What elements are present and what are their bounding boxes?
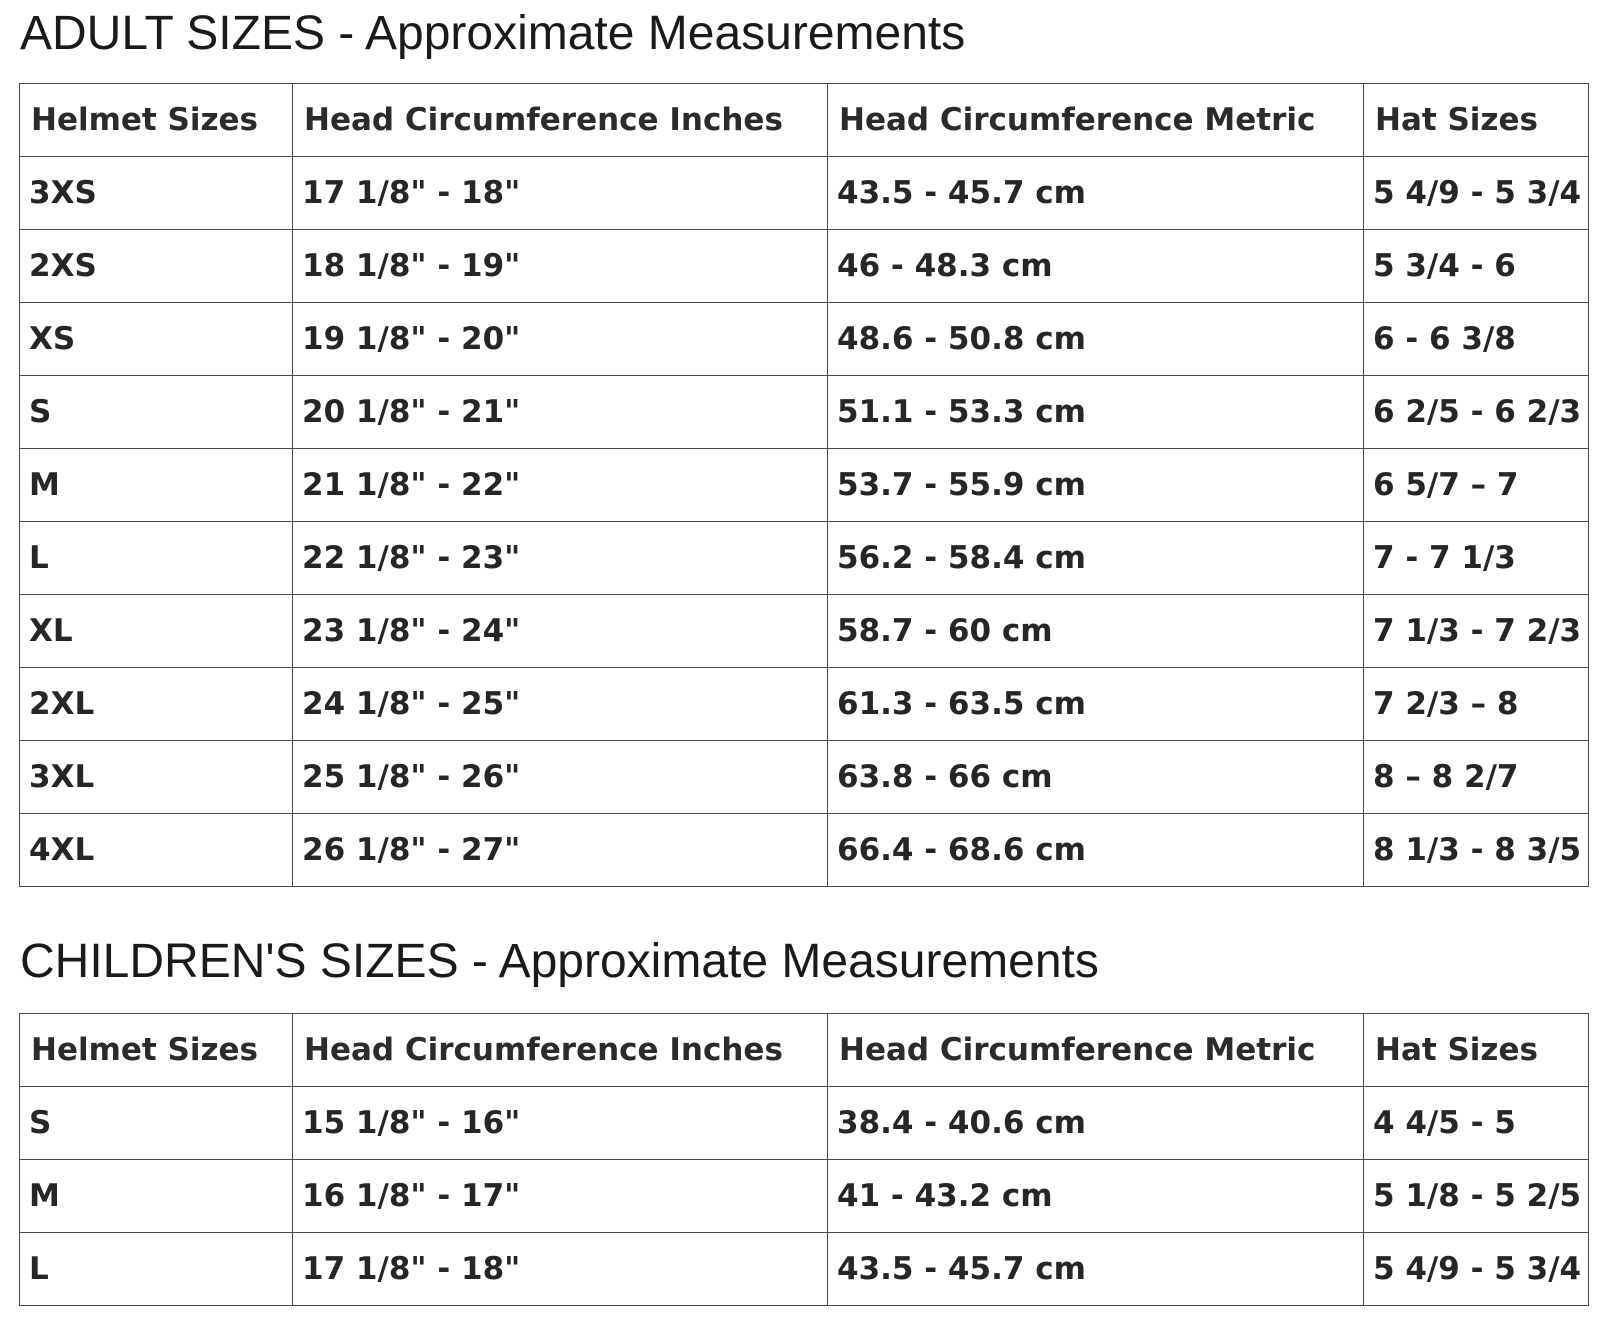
cell-head-circumference-metric: 56.2 - 58.4 cm [828, 522, 1364, 595]
column-header-helmet-sizes: Helmet Sizes [20, 1014, 293, 1087]
table-row [20, 449, 1589, 522]
cell-head-circumference-metric: 61.3 - 63.5 cm [828, 668, 1364, 741]
table-header-row [20, 1014, 1589, 1087]
cell-hat-size: 5 4/9 - 5 3/4 [1364, 157, 1589, 230]
cell-head-circumference-inches: 16 1/8" - 17" [293, 1160, 828, 1233]
cell-hat-size: 7 - 7 1/3 [1364, 522, 1589, 595]
cell-head-circumference-inches: 17 1/8" - 18" [293, 1233, 828, 1306]
cell-head-circumference-inches: 22 1/8" - 23" [293, 522, 828, 595]
cell-helmet-size: 3XS [20, 157, 293, 230]
cell-helmet-size: 2XL [20, 668, 293, 741]
cell-hat-size: 6 2/5 - 6 2/3 [1364, 376, 1589, 449]
cell-hat-size: 8 1/3 - 8 3/5 [1364, 814, 1589, 887]
cell-head-circumference-inches: 25 1/8" - 26" [293, 741, 828, 814]
cell-hat-size: 6 - 6 3/8 [1364, 303, 1589, 376]
cell-helmet-size: L [20, 1233, 293, 1306]
cell-hat-size: 5 1/8 - 5 2/5 [1364, 1160, 1589, 1233]
cell-head-circumference-inches: 17 1/8" - 18" [293, 157, 828, 230]
table-row [20, 522, 1589, 595]
column-header-helmet-sizes: Helmet Sizes [20, 84, 293, 157]
cell-head-circumference-metric: 38.4 - 40.6 cm [828, 1087, 1364, 1160]
cell-hat-size: 5 3/4 - 6 [1364, 230, 1589, 303]
table-row [20, 814, 1589, 887]
column-header-head-circumference-metric: Head Circumference Metric [828, 84, 1364, 157]
cell-hat-size: 7 1/3 - 7 2/3 [1364, 595, 1589, 668]
cell-head-circumference-metric: 51.1 - 53.3 cm [828, 376, 1364, 449]
cell-head-circumference-metric: 58.7 - 60 cm [828, 595, 1364, 668]
column-header-head-circumference-inches: Head Circumference Inches [293, 1014, 828, 1087]
cell-hat-size: 4 4/5 - 5 [1364, 1087, 1589, 1160]
column-header-hat-sizes: Hat Sizes [1364, 1014, 1589, 1087]
cell-helmet-size: 2XS [20, 230, 293, 303]
column-header-hat-sizes: Hat Sizes [1364, 84, 1589, 157]
cell-head-circumference-metric: 53.7 - 55.9 cm [828, 449, 1364, 522]
cell-hat-size: 8 – 8 2/7 [1364, 741, 1589, 814]
column-header-head-circumference-inches: Head Circumference Inches [293, 84, 828, 157]
cell-head-circumference-metric: 43.5 - 45.7 cm [828, 157, 1364, 230]
cell-helmet-size: 3XL [20, 741, 293, 814]
table-row [20, 595, 1589, 668]
column-header-head-circumference-metric: Head Circumference Metric [828, 1014, 1364, 1087]
table-row [20, 741, 1589, 814]
cell-helmet-size: L [20, 522, 293, 595]
cell-helmet-size: XS [20, 303, 293, 376]
cell-helmet-size: XL [20, 595, 293, 668]
cell-head-circumference-metric: 48.6 - 50.8 cm [828, 303, 1364, 376]
table-row [20, 1087, 1589, 1160]
cell-helmet-size: S [20, 376, 293, 449]
cell-hat-size: 7 2/3 – 8 [1364, 668, 1589, 741]
cell-head-circumference-metric: 63.8 - 66 cm [828, 741, 1364, 814]
cell-head-circumference-inches: 15 1/8" - 16" [293, 1087, 828, 1160]
cell-head-circumference-inches: 20 1/8" - 21" [293, 376, 828, 449]
cell-head-circumference-inches: 24 1/8" - 25" [293, 668, 828, 741]
cell-helmet-size: S [20, 1087, 293, 1160]
adult-sizes-table [19, 83, 1589, 887]
cell-head-circumference-metric: 43.5 - 45.7 cm [828, 1233, 1364, 1306]
table-header-row [20, 84, 1589, 157]
adult-sizes-title: ADULT SIZES - Approximate Measurements [20, 7, 966, 60]
table-row [20, 303, 1589, 376]
table-row [20, 668, 1589, 741]
cell-head-circumference-inches: 23 1/8" - 24" [293, 595, 828, 668]
cell-helmet-size: 4XL [20, 814, 293, 887]
children-sizes-title: CHILDREN'S SIZES - Approximate Measurements [20, 935, 1099, 988]
cell-helmet-size: M [20, 449, 293, 522]
cell-head-circumference-metric: 46 - 48.3 cm [828, 230, 1364, 303]
table-row [20, 1160, 1589, 1233]
cell-head-circumference-inches: 21 1/8" - 22" [293, 449, 828, 522]
table-row [20, 157, 1589, 230]
table-row [20, 376, 1589, 449]
cell-head-circumference-metric: 41 - 43.2 cm [828, 1160, 1364, 1233]
cell-head-circumference-metric: 66.4 - 68.6 cm [828, 814, 1364, 887]
table-row [20, 1233, 1589, 1306]
cell-hat-size: 5 4/9 - 5 3/4 [1364, 1233, 1589, 1306]
children-table-body [20, 1087, 1589, 1306]
cell-hat-size: 6 5/7 – 7 [1364, 449, 1589, 522]
cell-head-circumference-inches: 19 1/8" - 20" [293, 303, 828, 376]
children-sizes-table [19, 1013, 1589, 1306]
cell-head-circumference-inches: 26 1/8" - 27" [293, 814, 828, 887]
table-row [20, 230, 1589, 303]
cell-helmet-size: M [20, 1160, 293, 1233]
adult-table-body [20, 157, 1589, 887]
cell-head-circumference-inches: 18 1/8" - 19" [293, 230, 828, 303]
